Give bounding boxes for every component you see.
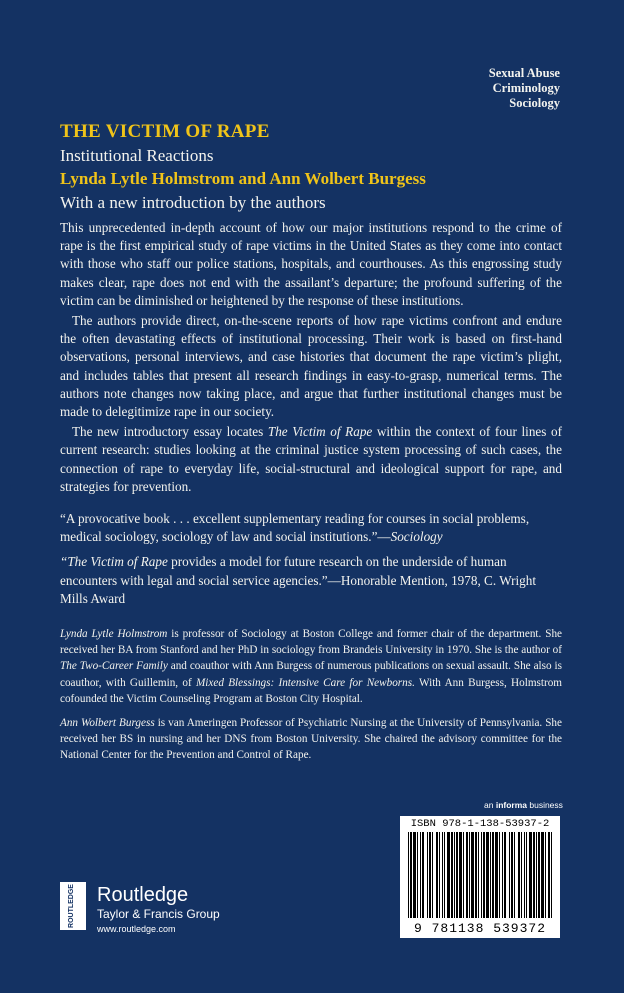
barcode-bar [442, 832, 443, 918]
review-quote-1: “A provocative book . . . excellent supplementary reading for courses in social problems, medical sociology, sociology of law and social institutions.”—Sociology [60, 511, 530, 545]
barcode-bar [410, 832, 412, 918]
isbn-barcode [400, 816, 560, 938]
barcode-bar [538, 832, 540, 918]
barcode-bar [478, 832, 479, 918]
barcode-bar [545, 832, 546, 918]
ean-digits: 9 781138 539372 [413, 921, 547, 936]
barcode-bar [422, 832, 424, 918]
barcode-bar [469, 832, 470, 918]
barcode-bar [451, 832, 453, 918]
barcode-bar [483, 832, 485, 918]
barcode-bar [536, 832, 537, 918]
routledge-logo-icon [60, 882, 86, 930]
barcode-bar [436, 832, 438, 918]
barcode-bar [541, 832, 544, 918]
barcode-bar [454, 832, 455, 918]
author-bio-burgess: Ann Wolbert Burgess is van Ameringen Professor of Psychiatric Nursing at the University of Pennsylvania. She received her BS in nursing and her DNS from Boston University. She chaired the advisory committee for the National Center for the Prevention and Control of Rape. [60, 717, 562, 762]
subject-3: Sociology [509, 96, 560, 110]
barcode-bar [444, 832, 445, 918]
isbn-text: ISBN 978-1-138-53937-2 [410, 818, 550, 830]
barcode-bar [490, 832, 491, 918]
barcode-bar [504, 832, 506, 918]
barcode-bar [529, 832, 532, 918]
barcode-bar [486, 832, 489, 918]
barcode-bar [459, 832, 462, 918]
barcode-bar [499, 832, 500, 918]
barcode-bar [417, 832, 418, 918]
barcode-bar [427, 832, 428, 918]
informa-business-label: an informa business [484, 800, 563, 810]
barcode-bar [432, 832, 433, 918]
publisher-block [97, 884, 220, 936]
barcode-bar [509, 832, 510, 918]
barcode-bar [481, 832, 482, 918]
description-paragraph-3: The new introductory essay locates The Victim of Rape within the context of four lines of current research: studies looking at the criminal justice system processing of such cases, the connection of rape to everyday life, social-structural and ideological support for rape, and strategies for prevention. [60, 424, 562, 494]
barcode-bar [514, 832, 515, 918]
barcode-bar [429, 832, 431, 918]
subject-2: Criminology [492, 81, 560, 95]
publisher-website[interactable]: www.routledge.com [97, 924, 176, 934]
author-bio-holmstrom: Lynda Lytle Holmstrom is professor of Sociology at Boston College and former chair of the department. She received her BA from Stanford and her PhD in sociology from Brandeis University in 1970. She is the author of The Two-Career Family and coauthor with Ann Burgess of numerous publications on sexual assault. She also is coauthor, with Guillemin, of Mixed Blessings: Intensive Care for Newborns. With Ann Burgess, Holmstrom cofounded the Victim Counseling Program at Boston City Hospital. [60, 628, 563, 705]
barcode-bar [466, 832, 468, 918]
book-title: THE VICTIM OF RAPE [60, 121, 270, 142]
barcode-bar [463, 832, 464, 918]
barcode-bar [551, 832, 552, 918]
barcode-bar [492, 832, 494, 918]
barcode-bar [511, 832, 513, 918]
barcode-bar [502, 832, 503, 918]
description [60, 219, 562, 496]
book-title-italic: The Victim of Rape [267, 424, 373, 440]
barcode-bar [521, 832, 522, 918]
barcode-bar [408, 832, 409, 918]
barcode-bar [456, 832, 458, 918]
barcode-bar [495, 832, 498, 918]
publisher-group: Taylor & Francis Group [97, 907, 220, 921]
review-quote-2: “The Victim of Rape provides a model for future research on the underside of human encounters with legal and social service agencies.”—Honorable Mention, 1978, C. Wright Mills Award [60, 554, 537, 606]
barcode-bar [447, 832, 450, 918]
barcode-bar [413, 832, 416, 918]
barcode-bar [518, 832, 520, 918]
quote-source: Sociology [390, 529, 443, 545]
book-authors: Lynda Lytle Holmstrom and Ann Wolbert Burgess [60, 169, 426, 188]
barcode-bar [475, 832, 477, 918]
description-paragraph-1: This unprecedented in-depth account of how our major institutions respond to the crime of rape is the first empirical study of rape victims in the United States as they come into contact with those who staff our police stations, hospitals, and courthouses. As this engrossing study makes clear, rape does not end with the assailant’s departure; the profound suffering of the victim can be diminished or heightened by the response of these institutions. [60, 220, 562, 308]
barcode-bar [533, 832, 535, 918]
back-cover-content [60, 120, 562, 772]
subject-1: Sexual Abuse [488, 66, 560, 80]
publisher-name: Routledge [97, 884, 189, 906]
barcode-bar [548, 832, 550, 918]
barcode-bar [420, 832, 421, 918]
svg-text:ROUTLEDGE: ROUTLEDGE [68, 884, 75, 928]
barcode-bar [439, 832, 440, 918]
description-paragraph-2: The authors provide direct, on-the-scene reports of how rape victims confront and endure the often devastating effects of institutional processing. Their work is based on first-hand observations, personal interviews, and case histories that document the rape victim’s plight, and includes tables that present all research findings in easy-to-grasp, numerical terms. The authors note changes now taking place, and argue that further institutional changes must be made to delegitimize rape in our society. [60, 313, 562, 420]
barcode-bar [524, 832, 525, 918]
author-bios [60, 626, 562, 764]
review-quotes [60, 510, 562, 608]
barcode-bar [471, 832, 474, 918]
book-subtitle: Institutional Reactions [60, 146, 214, 165]
barcode-bars [406, 832, 554, 920]
subject-categories [489, 66, 560, 111]
barcode-bar [526, 832, 527, 918]
edition-note: With a new introduction by the authors [60, 193, 326, 212]
